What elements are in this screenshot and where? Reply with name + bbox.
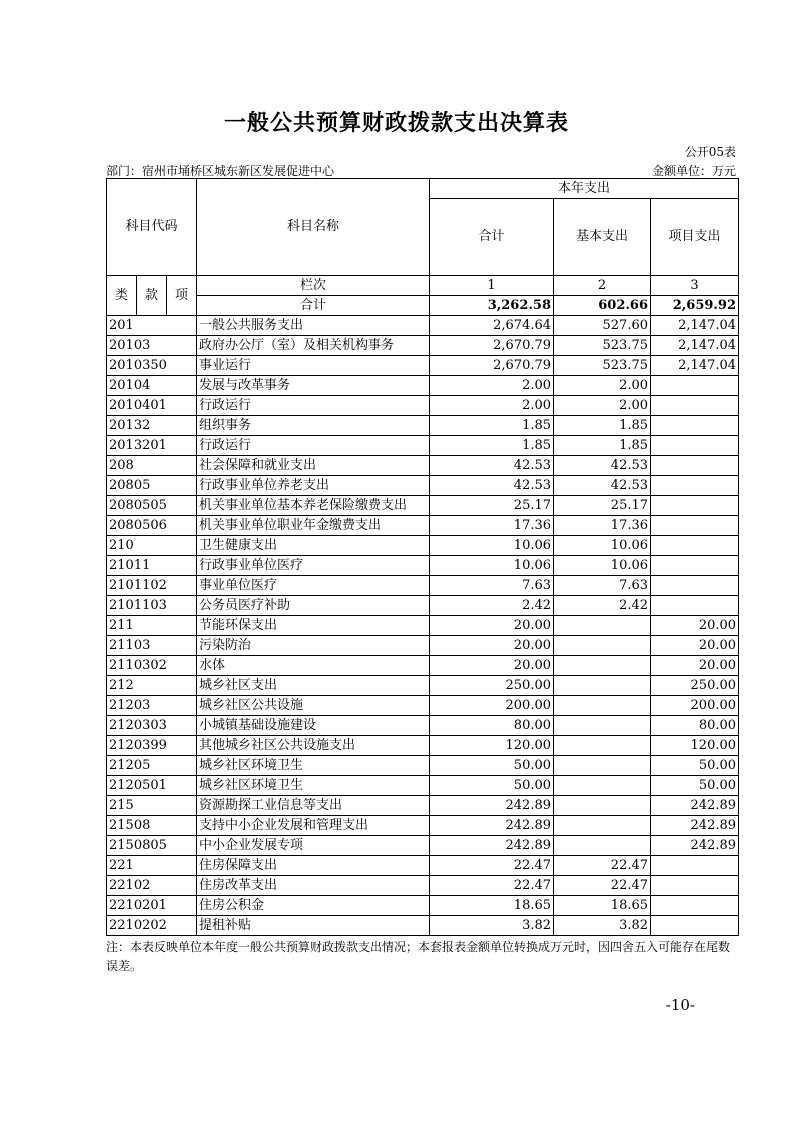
expenditure-table [106, 178, 739, 936]
col-number-3: 3 [651, 276, 739, 296]
row-code: 21203 [107, 696, 197, 716]
row-project [651, 576, 739, 596]
row-name: 水体 [197, 656, 430, 676]
row-name: 发展与改革事务 [197, 376, 430, 396]
row-basic [554, 816, 651, 836]
unit-label: 金额单位：万元 [651, 164, 736, 178]
row-project [651, 896, 739, 916]
row-project: 2,147.04 [651, 316, 739, 336]
row-code: 2080506 [107, 516, 197, 536]
row-project [651, 436, 739, 456]
row-total: 250.00 [430, 676, 554, 696]
row-project [651, 376, 739, 396]
col-number-2: 2 [554, 276, 651, 296]
row-name: 住房保障支出 [197, 856, 430, 876]
row-name: 小城镇基础设施建设 [197, 716, 430, 736]
table-row [107, 496, 739, 516]
row-name: 支持中小企业发展和管理支出 [197, 816, 430, 836]
row-name: 机关事业单位职业年金缴费支出 [197, 516, 430, 536]
row-project [651, 496, 739, 516]
row-project [651, 536, 739, 556]
row-total: 25.17 [430, 496, 554, 516]
row-name: 事业运行 [197, 356, 430, 376]
row-name: 污染防治 [197, 636, 430, 656]
row-name: 社会保障和就业支出 [197, 456, 430, 476]
row-project: 2,147.04 [651, 336, 739, 356]
row-basic: 17.36 [554, 516, 651, 536]
row-name: 城乡社区支出 [197, 676, 430, 696]
row-name: 一般公共服务支出 [197, 316, 430, 336]
row-name: 城乡社区环境卫生 [197, 776, 430, 796]
table-row [107, 636, 739, 656]
row-project [651, 876, 739, 896]
row-code: 211 [107, 616, 197, 636]
row-project [651, 516, 739, 536]
row-total: 242.89 [430, 816, 554, 836]
row-name: 行政运行 [197, 396, 430, 416]
row-basic: 527.60 [554, 316, 651, 336]
table-row [107, 376, 739, 396]
row-basic: 2.00 [554, 376, 651, 396]
row-project: 20.00 [651, 636, 739, 656]
row-total: 22.47 [430, 876, 554, 896]
header-basic: 基本支出 [554, 199, 651, 276]
row-code: 221 [107, 856, 197, 876]
row-project: 2,147.04 [651, 356, 739, 376]
row-name: 其他城乡社区公共设施支出 [197, 736, 430, 756]
row-total: 200.00 [430, 696, 554, 716]
row-basic: 523.75 [554, 336, 651, 356]
row-basic [554, 736, 651, 756]
row-code: 20132 [107, 416, 197, 436]
row-name: 提租补贴 [197, 916, 430, 936]
table-row [107, 516, 739, 536]
row-basic: 10.06 [554, 556, 651, 576]
row-basic [554, 836, 651, 856]
table-row [107, 736, 739, 756]
header-lei: 类 [107, 276, 137, 316]
table-row [107, 816, 739, 836]
header-kuan: 款 [137, 276, 167, 316]
row-name: 节能环保支出 [197, 616, 430, 636]
row-total: 80.00 [430, 716, 554, 736]
row-project: 250.00 [651, 676, 739, 696]
row-project: 20.00 [651, 616, 739, 636]
row-code: 20805 [107, 476, 197, 496]
row-total: 20.00 [430, 616, 554, 636]
table-row [107, 336, 739, 356]
row-project [651, 556, 739, 576]
table-row [107, 416, 739, 436]
header-this-year: 本年支出 [430, 179, 739, 199]
table-row [107, 836, 739, 856]
row-project [651, 396, 739, 416]
row-basic [554, 716, 651, 736]
row-project [651, 456, 739, 476]
row-project [651, 476, 739, 496]
row-basic [554, 656, 651, 676]
row-basic: 1.85 [554, 436, 651, 456]
row-project [651, 596, 739, 616]
row-code: 2101102 [107, 576, 197, 596]
row-basic: 25.17 [554, 496, 651, 516]
row-total: 242.89 [430, 836, 554, 856]
row-total: 2.00 [430, 396, 554, 416]
table-row [107, 796, 739, 816]
row-code: 2010401 [107, 396, 197, 416]
row-project [651, 856, 739, 876]
page-title: 一般公共预算财政拨款支出决算表 [223, 111, 569, 136]
table-row [107, 596, 739, 616]
row-basic: 42.53 [554, 476, 651, 496]
row-name: 住房公积金 [197, 896, 430, 916]
table-row [107, 856, 739, 876]
row-code: 2120501 [107, 776, 197, 796]
table-row [107, 616, 739, 636]
row-total: 2,670.79 [430, 336, 554, 356]
row-code: 2110302 [107, 656, 197, 676]
row-project: 242.89 [651, 816, 739, 836]
table-row [107, 476, 739, 496]
row-basic [554, 636, 651, 656]
row-basic [554, 776, 651, 796]
table-row [107, 576, 739, 596]
row-basic: 22.47 [554, 856, 651, 876]
row-basic: 523.75 [554, 356, 651, 376]
row-code: 2120303 [107, 716, 197, 736]
row-name: 城乡社区环境卫生 [197, 756, 430, 776]
row-name: 事业单位医疗 [197, 576, 430, 596]
footnote: 注：本表反映单位本年度一般公共预算财政拨款支出情况；本套报表金额单位转换成万元时，因四舍五入可能存在尾数误差。 [106, 940, 731, 973]
col-number-1: 1 [430, 276, 554, 296]
row-code: 2010350 [107, 356, 197, 376]
row-code: 2210201 [107, 896, 197, 916]
header-name: 科目名称 [197, 179, 430, 276]
header-project: 项目支出 [651, 199, 739, 276]
row-basic [554, 696, 651, 716]
row-total: 50.00 [430, 756, 554, 776]
row-total: 10.06 [430, 556, 554, 576]
row-total: 2,670.79 [430, 356, 554, 376]
table-row [107, 356, 739, 376]
row-total: 7.63 [430, 576, 554, 596]
row-basic: 22.47 [554, 876, 651, 896]
row-project: 50.00 [651, 776, 739, 796]
total-project: 2,659.92 [651, 296, 739, 316]
row-name: 行政运行 [197, 436, 430, 456]
table-row [107, 776, 739, 796]
row-code: 21103 [107, 636, 197, 656]
row-code: 2013201 [107, 436, 197, 456]
row-name: 公务员医疗补助 [197, 596, 430, 616]
row-name: 资源勘探工业信息等支出 [197, 796, 430, 816]
row-name: 中小企业发展专项 [197, 836, 430, 856]
row-total: 18.65 [430, 896, 554, 916]
row-total: 1.85 [430, 436, 554, 456]
row-total: 3.82 [430, 916, 554, 936]
row-basic: 2.00 [554, 396, 651, 416]
row-code: 208 [107, 456, 197, 476]
row-code: 2210202 [107, 916, 197, 936]
row-name: 机关事业单位基本养老保险缴费支出 [197, 496, 430, 516]
row-code: 201 [107, 316, 197, 336]
row-project: 50.00 [651, 756, 739, 776]
row-total: 10.06 [430, 536, 554, 556]
department-label: 部门：宿州市埇桥区城东新区发展促进中心 [106, 164, 335, 178]
row-project: 80.00 [651, 716, 739, 736]
row-basic: 2.42 [554, 596, 651, 616]
row-basic: 1.85 [554, 416, 651, 436]
row-name: 卫生健康支出 [197, 536, 430, 556]
row-code: 2120399 [107, 736, 197, 756]
table-row [107, 396, 739, 416]
row-total: 2.00 [430, 376, 554, 396]
row-total: 20.00 [430, 636, 554, 656]
page-number: -10- [665, 996, 695, 1014]
row-basic: 7.63 [554, 576, 651, 596]
row-code: 20104 [107, 376, 197, 396]
row-code: 2150805 [107, 836, 197, 856]
table-row [107, 756, 739, 776]
row-total: 1.85 [430, 416, 554, 436]
row-code: 212 [107, 676, 197, 696]
table-row [107, 536, 739, 556]
table-row [107, 896, 739, 916]
row-basic [554, 676, 651, 696]
row-code: 21205 [107, 756, 197, 776]
total-amount: 3,262.58 [430, 296, 554, 316]
table-row [107, 676, 739, 696]
table-row [107, 696, 739, 716]
table-row [107, 456, 739, 476]
row-total: 17.36 [430, 516, 554, 536]
row-basic: 10.06 [554, 536, 651, 556]
row-project: 200.00 [651, 696, 739, 716]
row-name: 城乡社区公共设施 [197, 696, 430, 716]
row-total: 120.00 [430, 736, 554, 756]
row-code: 215 [107, 796, 197, 816]
row-total: 2,674.64 [430, 316, 554, 336]
table-row [107, 556, 739, 576]
header-code: 科目代码 [107, 179, 197, 276]
total-row [107, 296, 739, 316]
row-project [651, 916, 739, 936]
row-name: 政府办公厅（室）及相关机构事务 [197, 336, 430, 356]
row-name: 行政事业单位医疗 [197, 556, 430, 576]
row-total: 42.53 [430, 456, 554, 476]
row-name: 组织事务 [197, 416, 430, 436]
row-basic: 18.65 [554, 896, 651, 916]
row-basic: 42.53 [554, 456, 651, 476]
table-row [107, 436, 739, 456]
table-row [107, 656, 739, 676]
table-row [107, 316, 739, 336]
row-code: 21011 [107, 556, 197, 576]
row-basic [554, 616, 651, 636]
row-project: 242.89 [651, 836, 739, 856]
row-project: 120.00 [651, 736, 739, 756]
total-label: 合计 [197, 296, 430, 316]
row-total: 242.89 [430, 796, 554, 816]
row-name: 行政事业单位养老支出 [197, 476, 430, 496]
row-code: 2101103 [107, 596, 197, 616]
header-total: 合计 [430, 199, 554, 276]
row-total: 22.47 [430, 856, 554, 876]
row-total: 2.42 [430, 596, 554, 616]
form-number: 公开05表 [684, 145, 736, 159]
column-label: 栏次 [197, 276, 430, 296]
row-code: 20103 [107, 336, 197, 356]
row-project: 242.89 [651, 796, 739, 816]
row-code: 22102 [107, 876, 197, 896]
row-code: 210 [107, 536, 197, 556]
total-basic: 602.66 [554, 296, 651, 316]
row-basic [554, 796, 651, 816]
header-xiang: 项 [167, 276, 197, 316]
table-row [107, 716, 739, 736]
row-code: 21508 [107, 816, 197, 836]
table-row [107, 876, 739, 896]
row-name: 住房改革支出 [197, 876, 430, 896]
row-project [651, 416, 739, 436]
row-total: 42.53 [430, 476, 554, 496]
row-total: 20.00 [430, 656, 554, 676]
row-project: 20.00 [651, 656, 739, 676]
row-basic [554, 756, 651, 776]
row-code: 2080505 [107, 496, 197, 516]
row-total: 50.00 [430, 776, 554, 796]
row-basic: 3.82 [554, 916, 651, 936]
table-row [107, 916, 739, 936]
